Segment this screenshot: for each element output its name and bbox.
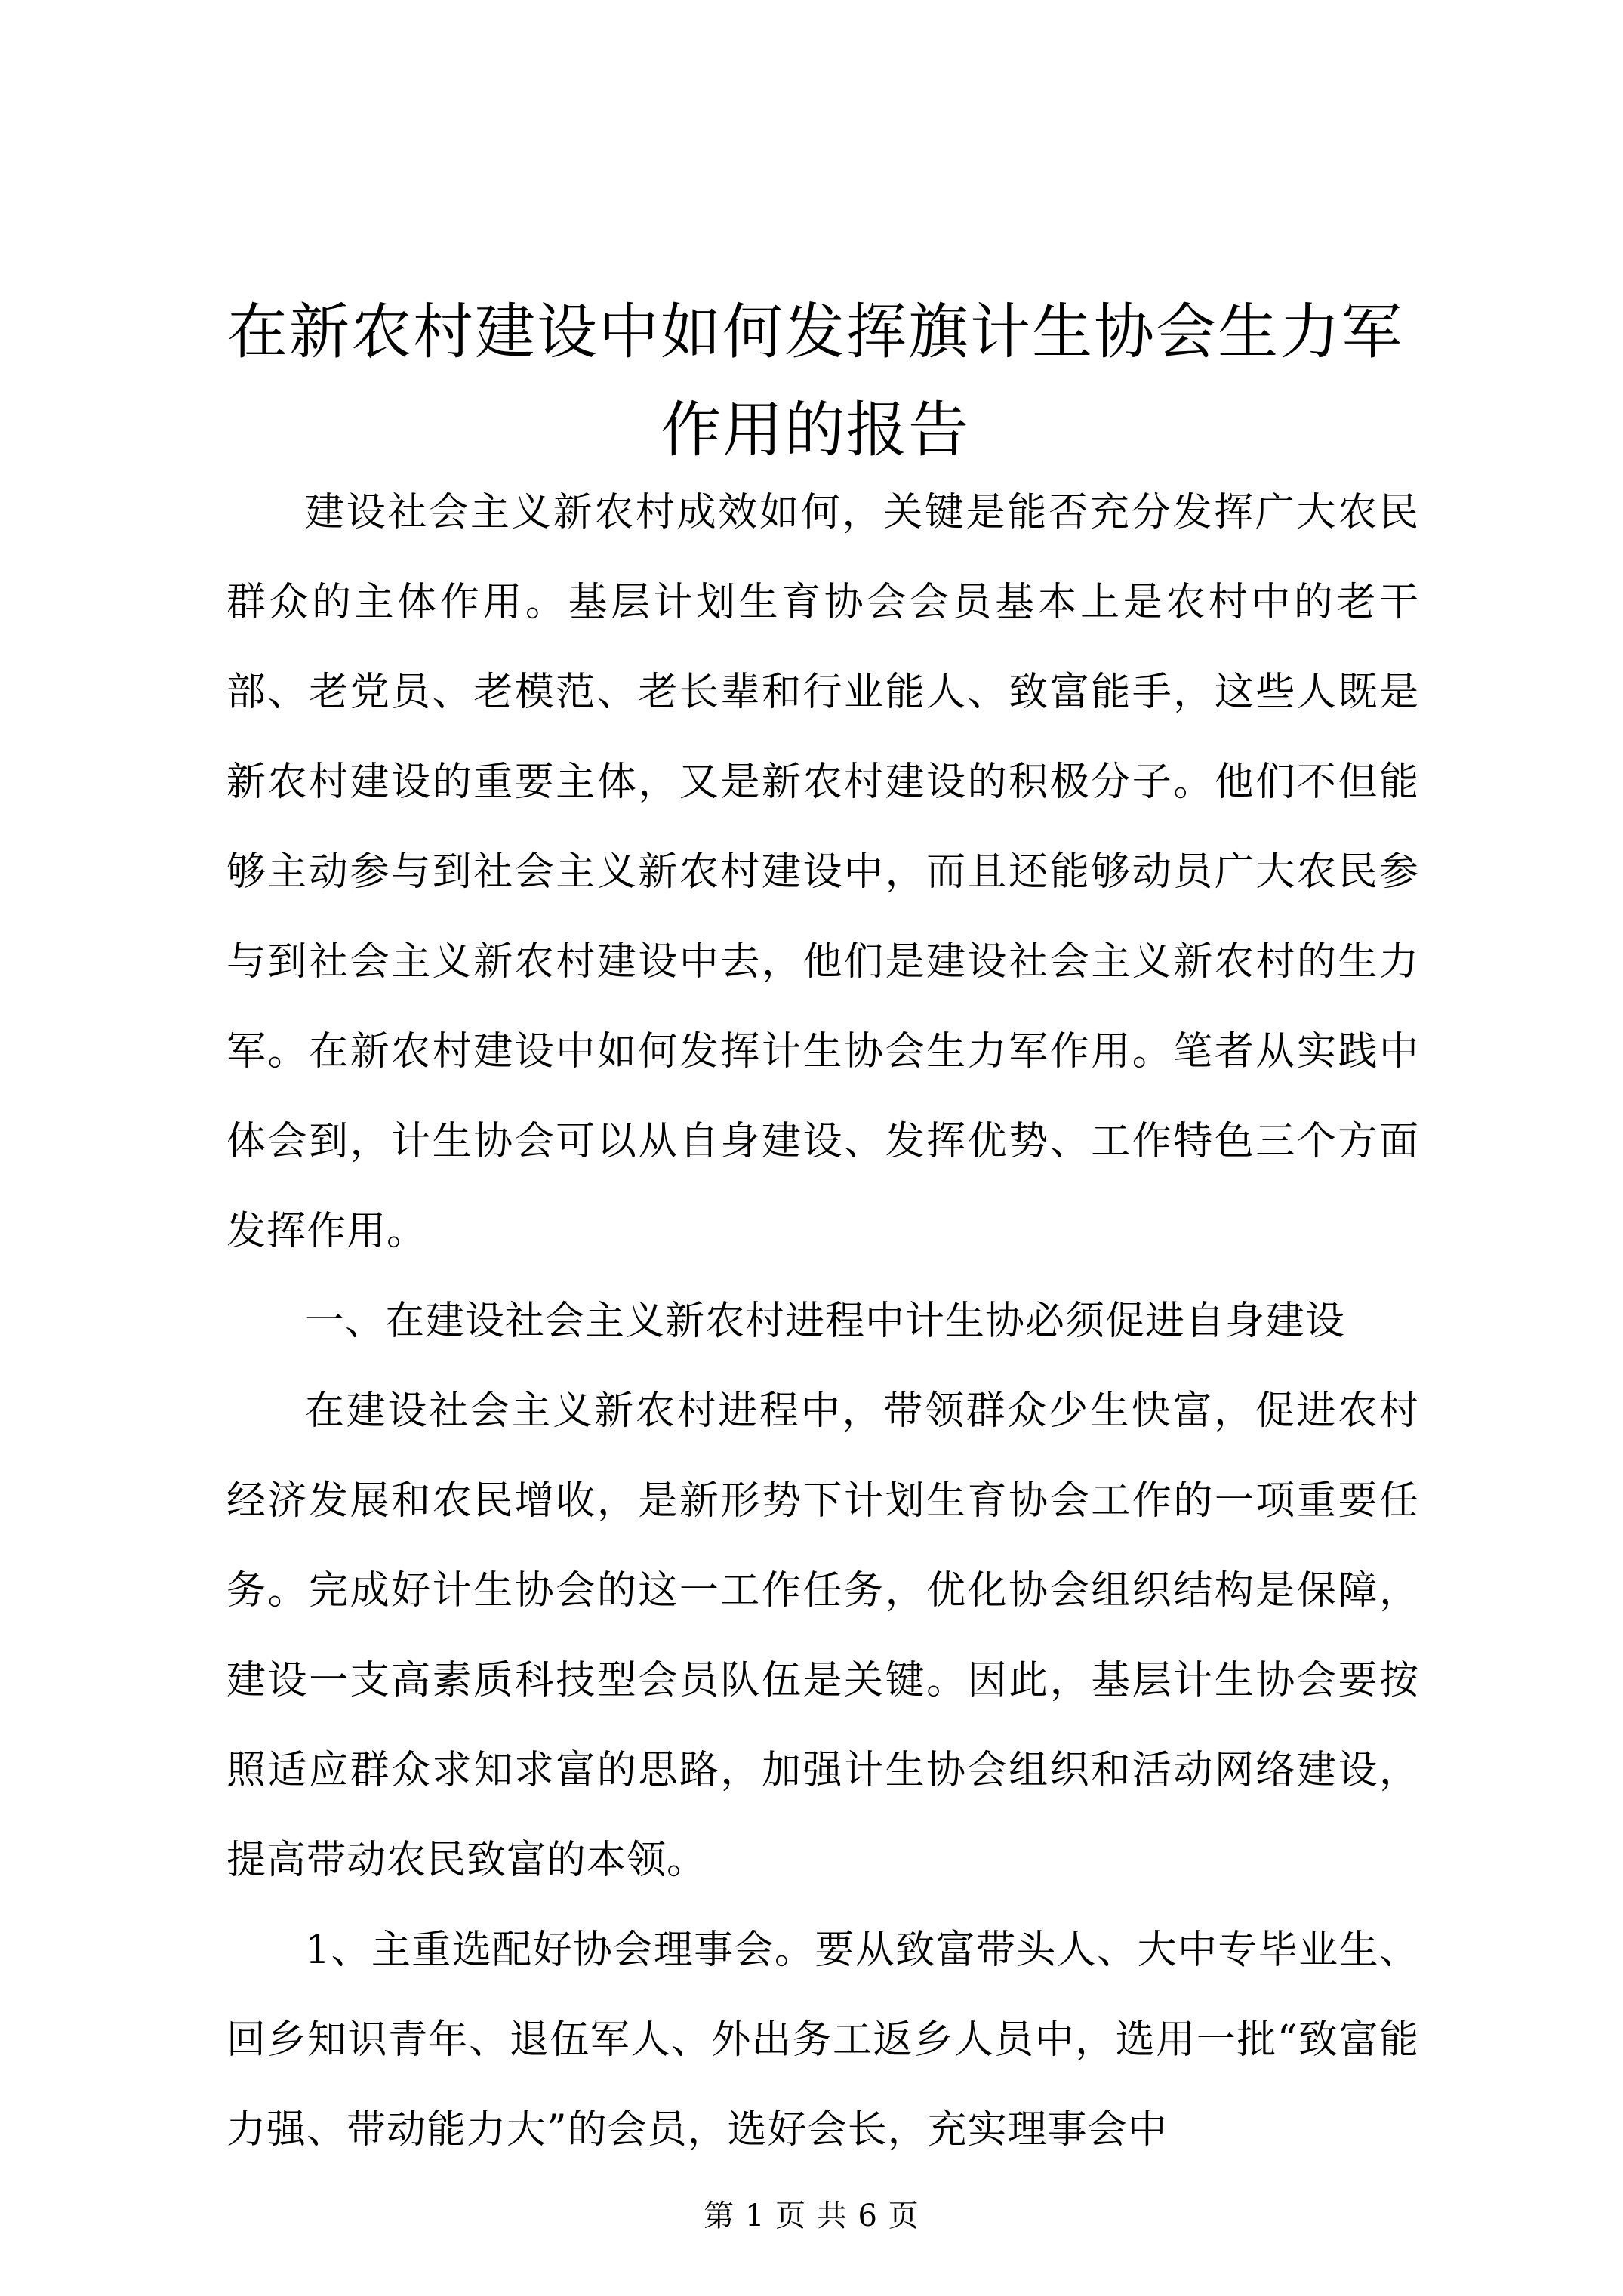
document-title: 在新农村建设中如何发挥旗计生协会生力军作用的报告 [227,297,1403,465]
page-footer: 第 1 页 共 6 页 [704,2199,919,2233]
paragraph-item-1: 1、主重选配好协会理事会。要从致富带头人、大中专毕业生、回乡知识青年、退伍军人、外出务工返乡人员中，选用一批“致富能力强、带动能力大”的会员，选好会长，充实理事会中 [226,1928,1419,2153]
paragraph-intro: 建设社会主义新农村成效如何，关键是能否充分发挥广大农民群众的主体作用。基层计划生育协会会员基本上是农村中的老干部、老党员、老模范、老长辈和行业能人、致富能手，这些人既是新农村建设的重要主体，又是新农村建设的积极分子。他们不但能够主动参与到社会主义新农村建设中，而且还能够动员广大农民参与到社会主义新农村建设中去，他们是建设社会主义新农村的生力军。在新农村建设中如何发挥计生协会生力军作用。笔者从实践中体会到，计生协会可以从自身建设、发挥优势、工作特色三个方面发挥作用。 [226,490,1419,1254]
section-heading-1: 一、在建设社会主义新农村进程中计生协必须促进自身建设 [305,1299,1346,1344]
paragraph-section-1: 在建设社会主义新农村进程中，带领群众少生快富，促进农村经济发展和农民增收，是新形势下计划生育协会工作的一项重要任务。完成好计生协会的这一工作任务，优化协会组织结构是保障，建设一支高素质科技型会员队伍是关键。因此，基层计生协会要按照适应群众求知求富的思路，加强计生协会组织和活动网络建设，提高带动农民致富的本领。 [226,1388,1419,1883]
document-body [226,468,1419,2175]
